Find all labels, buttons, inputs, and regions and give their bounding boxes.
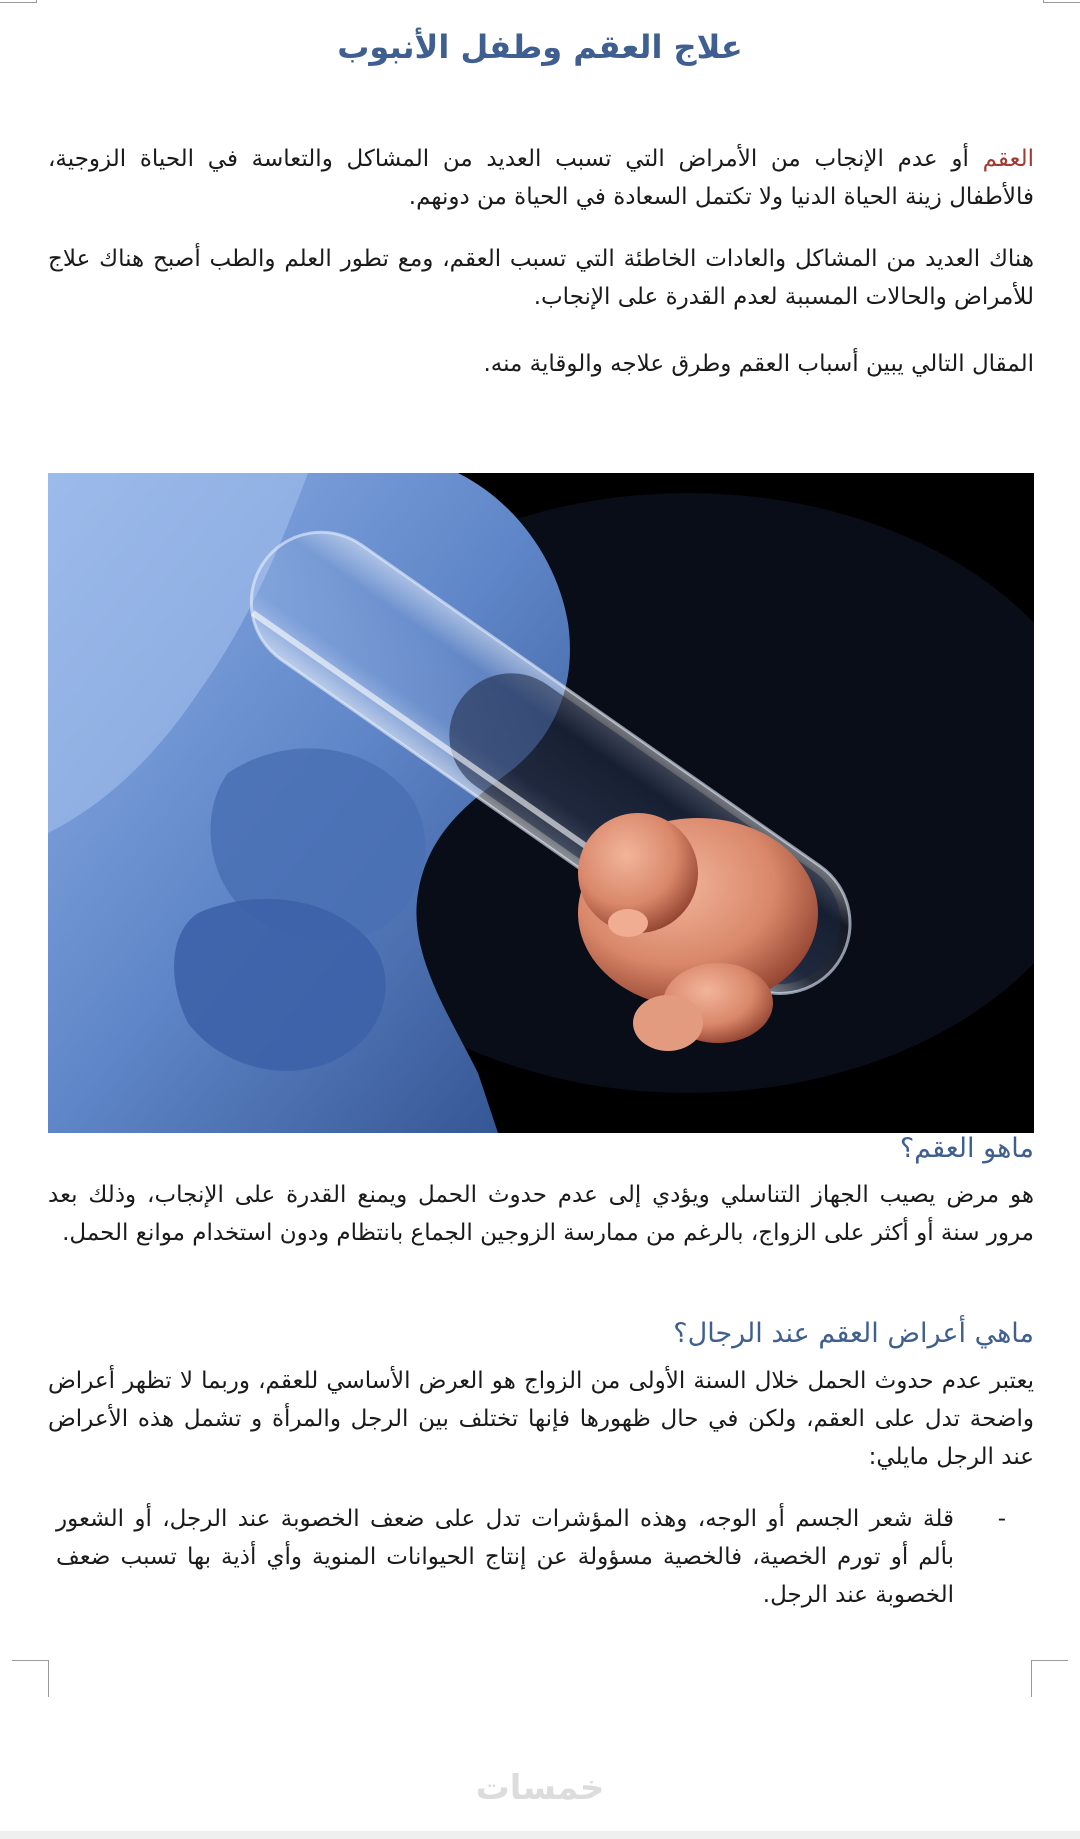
embryo-test-tube-image [48,473,1034,1133]
document-title: علاج العقم وطفل الأنبوب [337,28,743,66]
intro-paragraph-1 [48,140,1034,216]
list-item [56,1500,1006,1614]
page-corner-mark [1043,0,1080,3]
bullet-text: قلة شعر الجسم أو الوجه، وهذه المؤشرات تدل على ضعف الخصوبة عند الرجل، أو الشعور بألم أو تورم الخصية، فالخصية مسؤولة عن إنتاج الحيوانات المنوية وأي أذية بها تسبب ضعف الخصوبة عند الرجل. [56,1506,954,1608]
section-heading-what-is-infertility: ماهو العقم؟ [899,1133,1034,1164]
section-what-text: هو مرض يصيب الجهاز التناسلي ويؤدي إلى عدم حدوث الحمل ويمنع القدرة على الإنجاب، وذلك بعد مرور سنة أو أكثر على الزواج، بالرغم من ممارسة الزوجين الجماع بانتظام ودون استخدام موانع الحمل. [48,1182,1034,1246]
section-heading-symptoms-men: ماهي أعراض العقم عند الرجال؟ [673,1318,1034,1349]
intro-paragraph-3: المقال التالي يبين أسباب العقم وطرق علاجه والوقاية منه. [483,351,1034,377]
keyword-link[interactable]: العقم [982,146,1034,172]
page-corner-mark [0,0,37,3]
embryo-test-tube-illustration [48,473,1034,1133]
page-corner-mark [1031,1660,1068,1697]
page-corner-mark [12,1660,49,1697]
khamsat-watermark: خمسات [475,1768,605,1808]
bottom-bar [0,1831,1080,1839]
bullet-marker: - [997,1506,1006,1532]
intro-paragraph-1-text: أو عدم الإنجاب من الأمراض التي تسبب العديد من المشاكل والتعاسة في الحياة الزوجية، فالأطفال زينة الحياة الدنيا ولا تكتمل السعادة في الحياة من دونهم. [48,146,1034,210]
intro-paragraph-2: هناك العديد من المشاكل والعادات الخاطئة التي تسبب العقم، ومع تطور العلم والطب أصبح هناك علاج للأمراض والحالات المسببة لعدم القدرة على الإنجاب. [48,246,1034,310]
symptoms-bullet-list [56,1500,1006,1614]
section-symptoms-text: يعتبر عدم حدوث الحمل خلال السنة الأولى من الزواج هو العرض الأساسي للعقم، وربما لا تظهر أعراض واضحة تدل على العقم، ولكن في حال ظهورها فإنها تختلف بين الرجل والمرأة و تشمل هذه الأعراض عند الرجل مايلي: [48,1368,1034,1470]
